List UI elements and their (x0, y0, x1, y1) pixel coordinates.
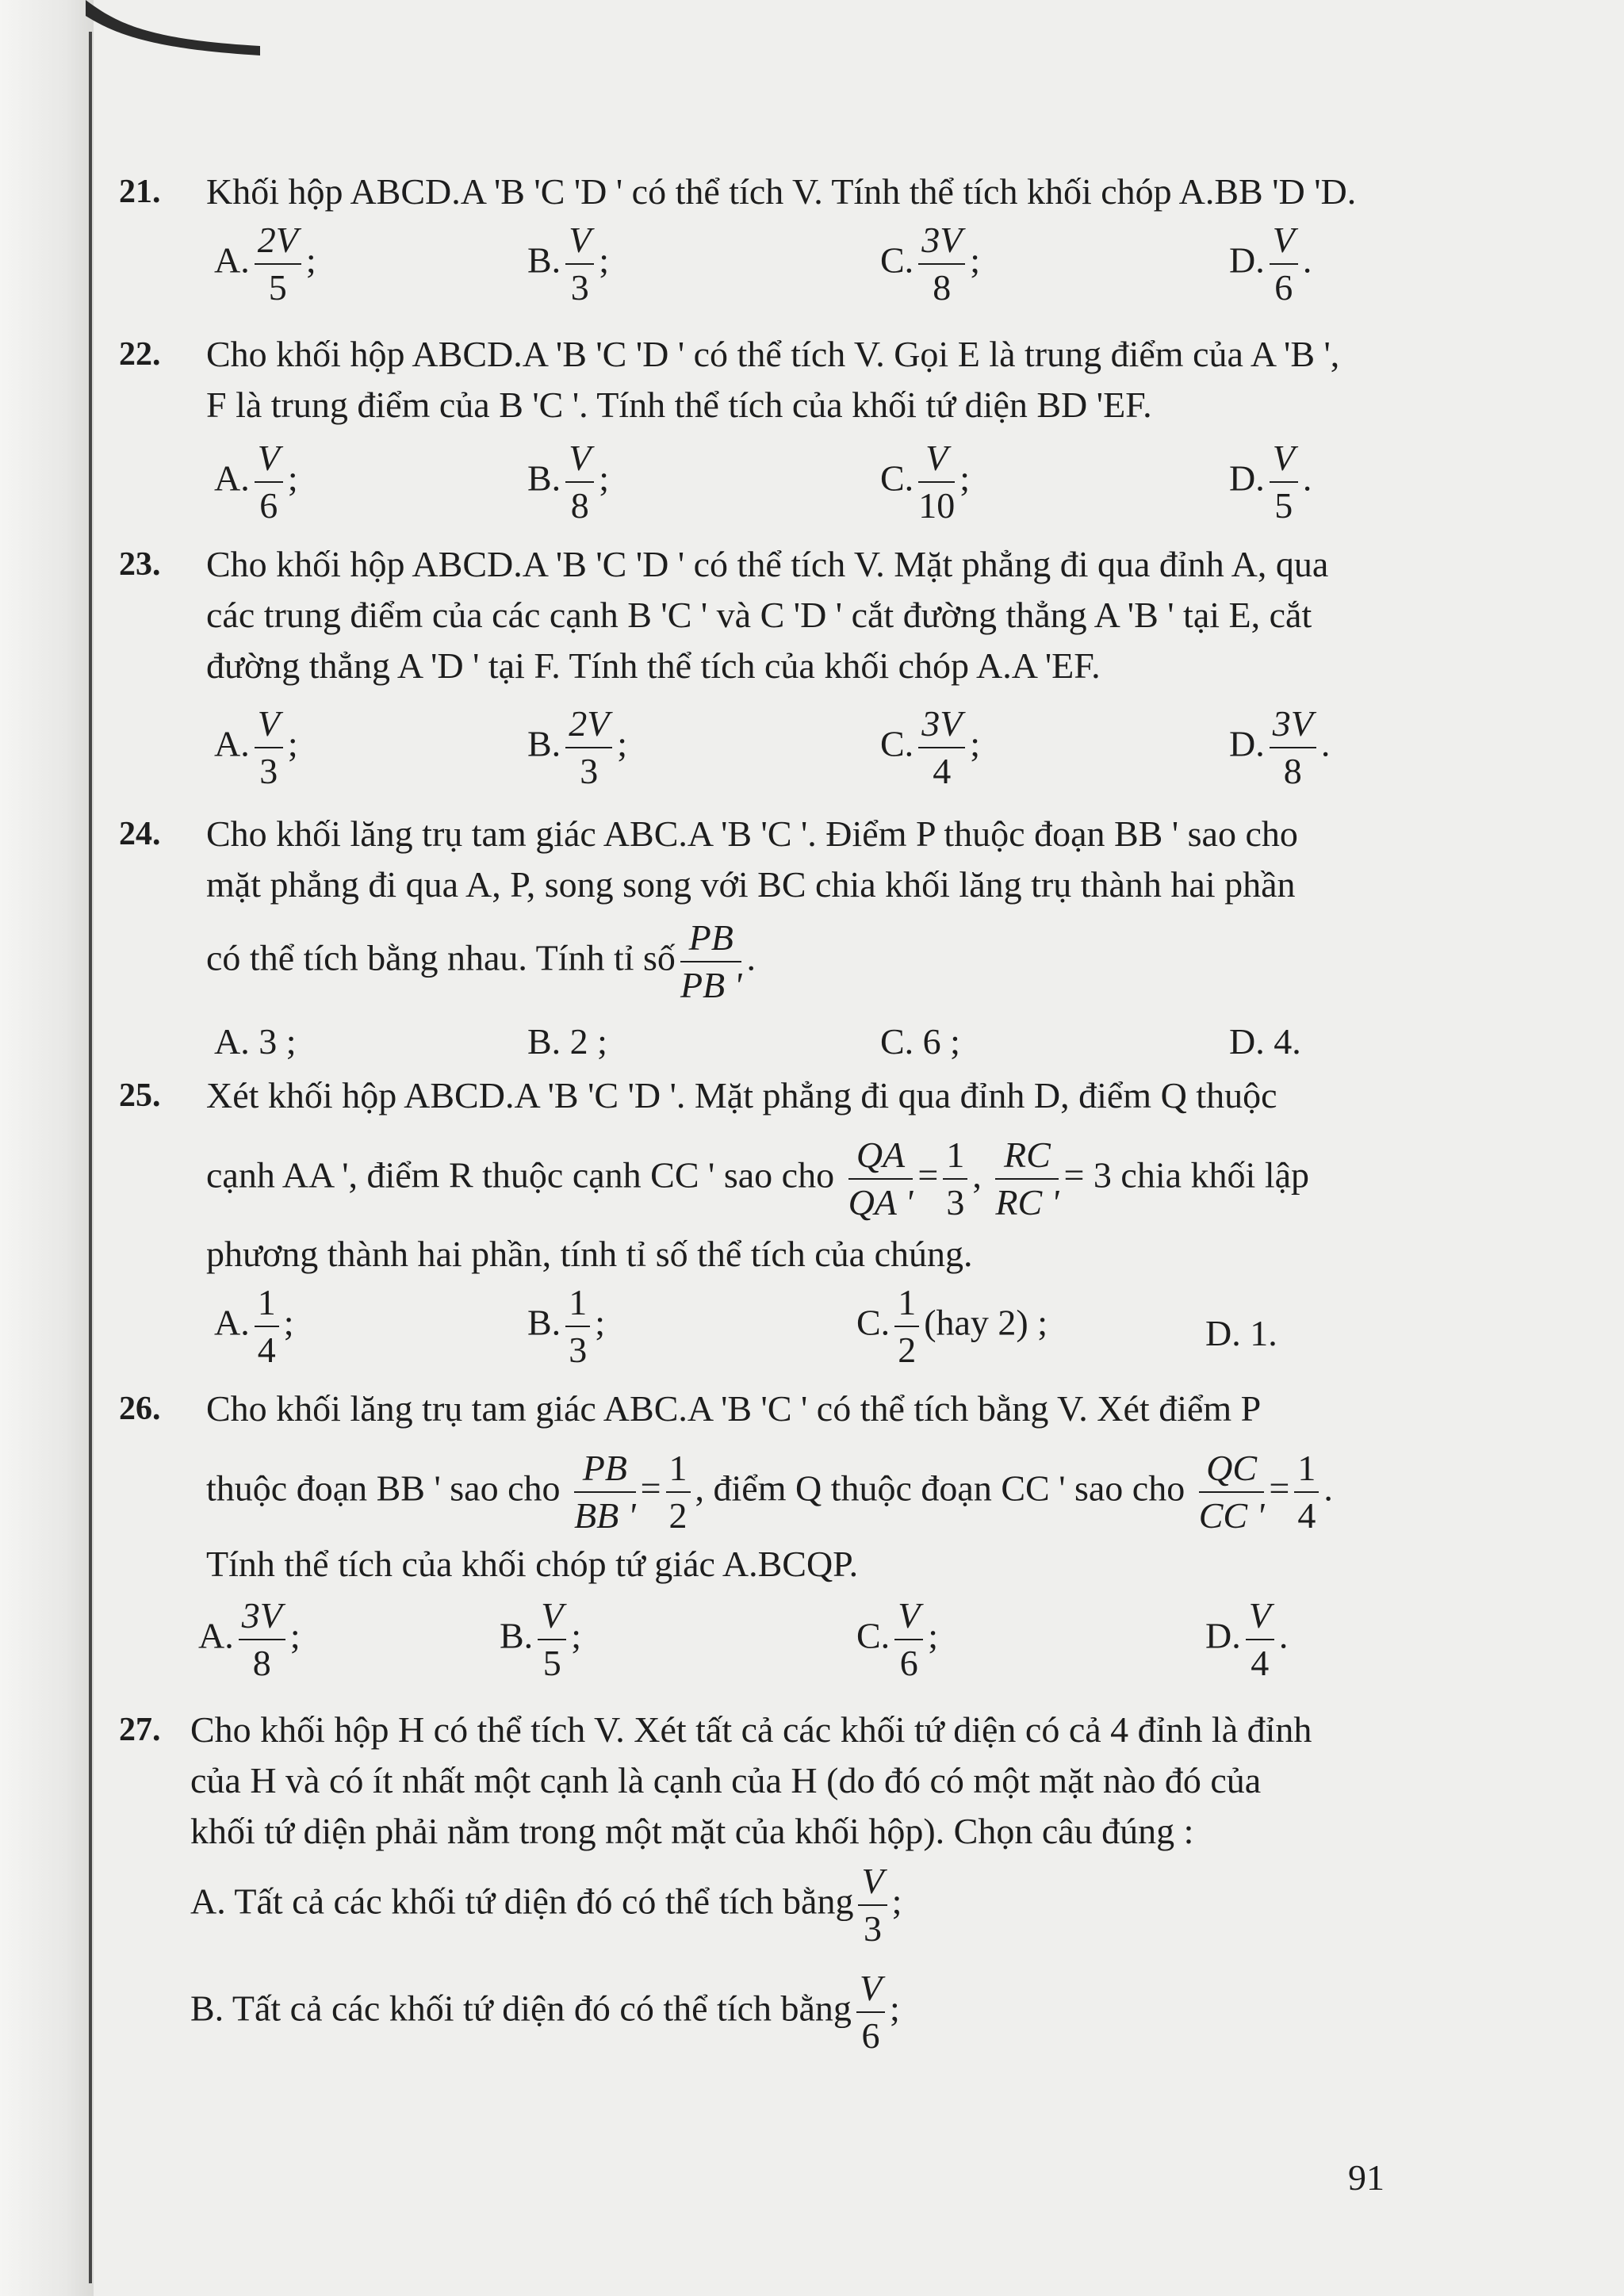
statement-b: B. Tất cả các khối tứ diện đó có thể tích bằng $\frac{V}{6}$ ; (190, 1968, 900, 2056)
option-c: C. $\frac{V}{10}$ ; (880, 438, 970, 526)
option-c: C. 6 ; (880, 1021, 960, 1062)
option-c: C. $\frac{1}{2}$ (hay 2) ; (856, 1282, 1048, 1370)
question-text: Cho khối hộp ABCD.A 'B 'C 'D ' có thể tích V. Mặt phẳng đi qua đỉnh A, qua (206, 544, 1329, 584)
option-c: C. $\frac{V}{6}$ ; (856, 1595, 939, 1683)
statement-a: A. Tất cả các khối tứ diện đó có thể tích bằng $\frac{V}{3}$ ; (190, 1861, 902, 1949)
option-d: D. 1. (1205, 1313, 1277, 1353)
question-text: F là trung điểm của B 'C '. Tính thể tích của khối tứ diện BD 'EF. (206, 385, 1152, 425)
option-d: D. 4. (1229, 1021, 1301, 1062)
question-number: 21. (119, 174, 161, 210)
option-a: A. $\frac{V}{6}$ ; (214, 438, 298, 526)
question-text: các trung điểm của các cạnh B 'C ' và C 'D ' cắt đường thẳng A 'B ' tại E, cắt (206, 595, 1312, 635)
condition-line: thuộc đoạn BB ' sao cho $\frac{PB}{BB '}$ = $\frac{1}{2}$ , điểm Q thuộc đoạn CC ' sao cho $\frac{QC}{CC '}$ = $\frac{1}{4}$ . (206, 1448, 1333, 1536)
question-text: Cho khối hộp ABCD.A 'B 'C 'D ' có thể tích V. Gọi E là trung điểm của A 'B ', (206, 334, 1340, 374)
page-number: 91 (1348, 2157, 1385, 2198)
option-a: A. $\frac{2V}{5}$ ; (214, 220, 316, 308)
option-b: B. $\frac{V}{3}$ ; (527, 220, 610, 308)
question-number: 27. (119, 1712, 161, 1748)
option-b: B. $\frac{2V}{3}$ ; (527, 703, 628, 791)
question-number: 25. (119, 1077, 161, 1114)
question-text: phương thành hai phần, tính tỉ số thể tích của chúng. (206, 1234, 973, 1274)
question-text: Cho khối hộp H có thể tích V. Xét tất cả các khối tứ diện có cả 4 đỉnh là đỉnh (190, 1709, 1312, 1750)
ratio-line: có thể tích bằng nhau. Tính tỉ số $\frac{PB}{PB '}$ . (206, 917, 756, 1005)
option-b: B. $\frac{V}{5}$ ; (500, 1595, 582, 1683)
question-text: Cho khối lăng trụ tam giác ABC.A 'B 'C ' có thể tích bằng V. Xét điểm P (206, 1388, 1262, 1429)
question-text: Tính thể tích của khối chóp tứ giác A.BCQP. (206, 1544, 859, 1584)
option-c: C. $\frac{3V}{4}$ ; (880, 703, 981, 791)
question-number: 23. (119, 546, 161, 583)
question-text: đường thẳng A 'D ' tại F. Tính thể tích của khối chóp A.A 'EF. (206, 645, 1101, 686)
question-text: của H và có ít nhất một cạnh là cạnh của H (do đó có một mặt nào đó của (190, 1760, 1262, 1800)
option-d: D. $\frac{V}{4}$ . (1205, 1595, 1289, 1683)
question-number: 24. (119, 816, 161, 852)
option-a: A. $\frac{3V}{8}$ ; (198, 1595, 301, 1683)
option-a: A. $\frac{1}{4}$ ; (214, 1282, 294, 1370)
question-text: mặt phẳng đi qua A, P, song song với BC chia khối lăng trụ thành hai phần (206, 864, 1296, 905)
option-d: D. $\frac{3V}{8}$ . (1229, 703, 1331, 791)
option-a: A. $\frac{V}{3}$ ; (214, 703, 298, 791)
option-b: B. $\frac{V}{8}$ ; (527, 438, 610, 526)
option-c: C. $\frac{3V}{8}$ ; (880, 220, 981, 308)
page-corner-curl (86, 0, 260, 55)
question-text: Xét khối hộp ABCD.A 'B 'C 'D '. Mặt phẳng đi qua đỉnh D, điểm Q thuộc (206, 1075, 1277, 1115)
question-number: 26. (119, 1391, 161, 1427)
page-spine-shadow (0, 0, 94, 2296)
condition-line: cạnh AA ', điểm R thuộc cạnh CC ' sao cho $\frac{QA}{QA '}$ = $\frac{1}{3}$ , $\frac{RC}{RC '}$ = 3 chia khối lập (206, 1135, 1310, 1223)
question-text: Cho khối lăng trụ tam giác ABC.A 'B 'C '. Điểm P thuộc đoạn BB ' sao cho (206, 813, 1298, 854)
option-a: A. 3 ; (214, 1021, 297, 1062)
question-number: 22. (119, 336, 161, 373)
option-b: B. $\frac{1}{3}$ ; (527, 1282, 605, 1370)
option-d: D. $\frac{V}{5}$ . (1229, 438, 1312, 526)
option-d: D. $\frac{V}{6}$ . (1229, 220, 1312, 308)
question-text: khối tứ diện phải nằm trong một mặt của khối hộp). Chọn câu đúng : (190, 1811, 1194, 1851)
question-text: Khối hộp ABCD.A 'B 'C 'D ' có thể tích V. Tính thể tích khối chóp A.BB 'D 'D. (206, 171, 1357, 212)
option-b: B. 2 ; (527, 1021, 607, 1062)
binding-edge (89, 32, 92, 2283)
